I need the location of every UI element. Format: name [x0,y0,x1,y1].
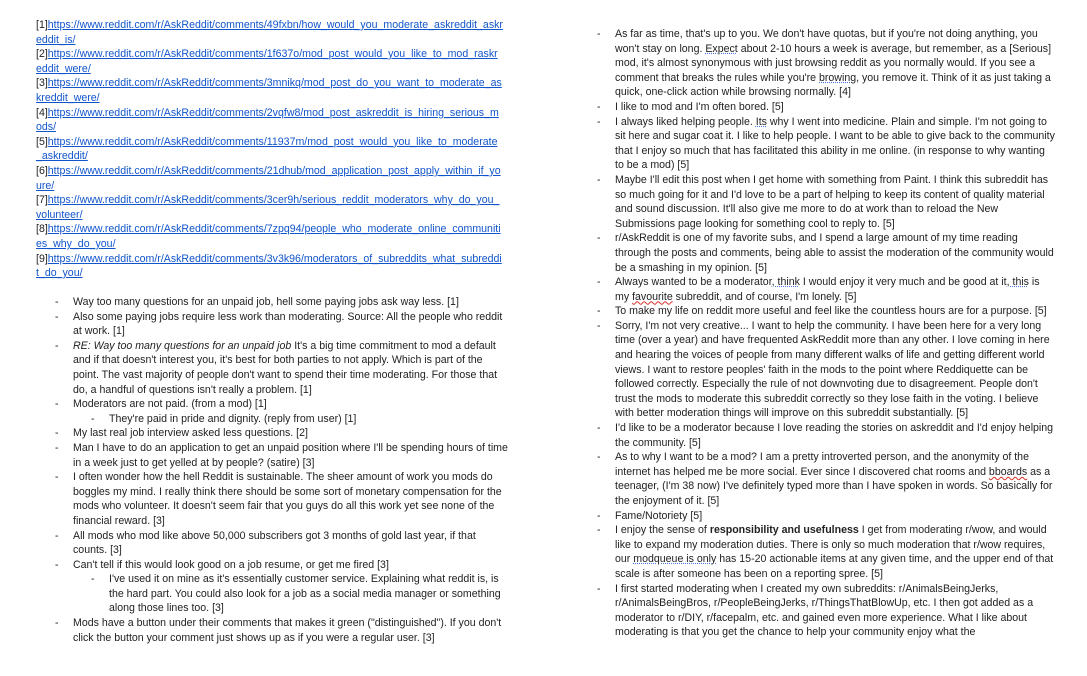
sub-list [91,412,510,427]
reference-link[interactable]: https://www.reddit.com/r/AskReddit/comments/2vqfw8/mod_post_askreddit_is_hiring_serious_mods/ [36,106,499,134]
list-item: - Can't tell if this would look good on a job resume, or get me fired [3] - I've used it on mine as it's essentially customer service. Explaining what reddit is, is the hard part. You could also look for a job as a social media manager or something along those lines too. [3] [55,558,510,616]
list-item: - Moderators are not paid. (from a mod) [1] - They're paid in pride and dignity. (reply from user) [1] [55,397,510,426]
list-item: - Maybe I'll edit this post when I get home with something from Paint. I think this subreddit has so much going for it and I'd love to be a part of helping to keep its content of quality material and sound discussion. It'll also give me more to do at work than to reload the New Submissions page looking for something cool to reply to. [5] [597,173,1055,231]
list-item: - I first started moderating when I created my own subreddits: r/AnimalsBeingJerks, r/AnimalsBeingBros, r/PeopleBeingJerks, r/ThingsThatBlowUp, etc. I then got added as a moderator to r/DIY, r/facepalm, etc. and gained even more experience. What I like about moderating is that you get the chance to help your community enjoy what the [597,582,1055,640]
reference-item: [2]https://www.reddit.com/r/AskReddit/comments/1f637o/mod_post_would_you_like_to_mod_raskreddit_were/ [36,48,498,75]
reference-link[interactable]: https://www.reddit.com/r/AskReddit/comments/3v3k96/moderators_of_subreddits_what_subreddit_do_you/ [36,252,502,280]
reference-link[interactable]: https://www.reddit.com/r/AskReddit/comments/7zpq94/people_who_moderate_online_communities_why_do_you/ [36,223,501,250]
list-item: - I like to mod and I'm often bored. [5] [597,100,1055,115]
quote-list-right [597,27,1055,640]
list-item: - As far as time, that's up to you. We don't have quotas, but if you're not doing anything, you won't stay on long. Expect about 2-10 hours a week is average, but remember, as a [Serious] mod, it's almost synonymous with just browsing reddit as you normally would. If you see a comment that breaks the rules while you're browing, you remove it. Think of it as just taking a quick, one-click action while browsing normally. [4] [597,27,1055,100]
list-item: - RE: Way too many questions for an unpaid job It's a big time commitment to mod a default and if that doesn't interest you, it's best for both parties to not apply. Which is part of the point. The vast majority of people don't want to spend their time moderating. For those that do, a handful of questions isn't really a problem. [1] [55,339,510,397]
spelling-flag[interactable]: favourite [632,290,673,303]
grammar-flag[interactable]: , this [1006,276,1029,289]
grammar-flag[interactable]: Expect [705,42,738,55]
reference-link[interactable]: https://www.reddit.com/r/AskReddit/comments/21dhub/mod_application_post_apply_within_if_youre/ [36,164,501,192]
list-item: - Also some paying jobs require less work than moderating. Source: All the people who reddit at work. [1] [55,310,510,339]
reference-link[interactable]: https://www.reddit.com/r/AskReddit/comments/1f637o/mod_post_would_you_like_to_mod_raskreddit_were/ [36,48,498,75]
quoted-reference: RE: Way too many questions for an unpaid job [73,339,292,352]
list-item: - My last real job interview asked less questions. [2] [55,426,510,441]
list-item: - As to why I want to be a mod? I am a pretty introverted person, and the anonymity of the internet has helped me be more social. Ever since I discovered chat rooms and bboards as a teenager, (I'm 38 now) I've definitely typed more than I have spoken in words. So basically for the enjoyment of it. [5] [597,450,1055,508]
grammar-flag[interactable]: , think [771,276,800,289]
sub-list [91,572,510,616]
reference-item: [5]https://www.reddit.com/r/AskReddit/comments/11937m/mod_post_would_you_like_to_moderate_askreddit/ [36,135,498,163]
sub-list-item: - I've used it on mine as it's essentially customer service. Explaining what reddit is, is the hard part. You could also look for a job as a social media manager or something along those lines too. [3] [91,572,510,616]
quote-list-left [55,295,510,645]
list-item: - Sorry, I'm not very creative... I want to help the community. I have been here for a very long time (over a year) and have frequented AskReddit more than any other. I love coming in here and hearing the voices of people from many different walks of life and getting different world views. I want to restore peoples' faith in the mods to the point where Reddiquette can be followed correctly. Especially the rule of not downvoting due to disagreement. People don't trust the mods to moderate this subreddit correctly so they lose faith in the voting. I believe with better moderation things will improve on this subreddit substantially. [5] [597,319,1055,421]
reference-item: [4]https://www.reddit.com/r/AskReddit/comments/2vqfw8/mod_post_askreddit_is_hiring_serious_mods/ [36,106,499,134]
list-item: - I enjoy the sense of responsibility and usefulness I get from moderating r/wow, and would like to expand my moderation duties. There is only so much moderation that r/wow requires, our modqueue is only has 15-20 actionable items at any given time, and the upper end of that scale is after someone has been on a reporting spree. [5] [597,523,1055,581]
reference-link[interactable]: https://www.reddit.com/r/AskReddit/comments/3cer9h/serious_reddit_moderators_why_do_you_volunteer/ [36,194,500,221]
reference-item: [9]https://www.reddit.com/r/AskReddit/comments/3v3k96/moderators_of_subreddits_what_subreddit_do_you/ [36,252,502,280]
spelling-flag[interactable]: bboards [988,465,1028,478]
reference-item: [8]https://www.reddit.com/r/AskReddit/comments/7zpq94/people_who_moderate_online_communities_why_do_you/ [36,223,501,250]
reference-link[interactable]: https://www.reddit.com/r/AskReddit/comments/49fxbn/how_would_you_moderate_askreddit_askreddit_is/ [36,19,503,46]
document-page-left [0,0,540,676]
grammar-flag[interactable]: modqueue is only [633,553,717,566]
list-item: - Mods have a button under their comments that makes it green ("distinguished"). If you don't click the button your comment just shows up as if you were a regular user. [3] [55,616,510,645]
reference-link[interactable]: https://www.reddit.com/r/AskReddit/comments/11937m/mod_post_would_you_like_to_moderate_askreddit/ [36,135,498,163]
bold-phrase: responsibility and usefulness [709,524,859,537]
reference-item: [6]https://www.reddit.com/r/AskReddit/comments/21dhub/mod_application_post_apply_within_if_youre/ [36,164,501,192]
grammar-flag[interactable]: Its [755,115,767,128]
list-item: - Way too many questions for an unpaid job, hell some paying jobs ask way less. [1] [55,295,510,310]
list-item: - All mods who mod like above 50,000 subscribers got 3 months of gold last year, if that counts. [3] [55,529,510,558]
list-item: - Always wanted to be a moderator, think I would enjoy it very much and be good at it, this is my favourite subreddit, and of course, I'm lonely. [5] [597,275,1055,304]
reference-item: [7]https://www.reddit.com/r/AskReddit/comments/3cer9h/serious_reddit_moderators_why_do_you_volunteer/ [36,194,500,221]
sub-list-item: - They're paid in pride and dignity. (reply from user) [1] [91,412,510,427]
list-item: - I'd like to be a moderator because I love reading the stories on askreddit and I'd enjoy helping the community. [5] [597,421,1055,450]
list-item: - To make my life on reddit more useful and feel like the countless hours are for a purpose. [5] [597,304,1055,319]
reference-link[interactable]: https://www.reddit.com/r/AskReddit/comments/3mnikq/mod_post_do_you_want_to_moderate_askreddit_were/ [36,77,502,104]
list-item: - Man I have to do an application to get an unpaid position where I'll be spending hours of time in a week just to get yelled at by people? (satire) [3] [55,441,510,470]
list-item: - Fame/Notoriety [5] [597,509,1055,524]
reference-list [36,18,503,281]
list-item: - I often wonder how the hell Reddit is sustainable. The sheer amount of work you mods do boggles my mind. I really think there should be some sort of monetary compensation for the mods who volunteer. It doesn't seem fair that you guys do all this work yet see none of the financial reward. [3] [55,470,510,528]
list-item: - r/AskReddit is one of my favorite subs, and I spend a large amount of my time reading through the posts and comments, being able to assist the moderation of the community would be a smashing in my opinion. [5] [597,231,1055,275]
list-item: - I always liked helping people. Its why I went into medicine. Plain and simple. I'm not going to sit here and sugar coat it. I like to help people. I want to be able to give back to the community that I enjoy so much that has facilitated this ability in me online. (in response to why wanting to be a mod) [5] [597,115,1055,173]
reference-item: [1]https://www.reddit.com/r/AskReddit/comments/49fxbn/how_would_you_moderate_askreddit_askreddit_is/ [36,19,503,46]
grammar-flag[interactable]: browing [819,71,857,84]
reference-item: [3]https://www.reddit.com/r/AskReddit/comments/3mnikq/mod_post_do_you_want_to_moderate_askreddit_were/ [36,77,502,104]
